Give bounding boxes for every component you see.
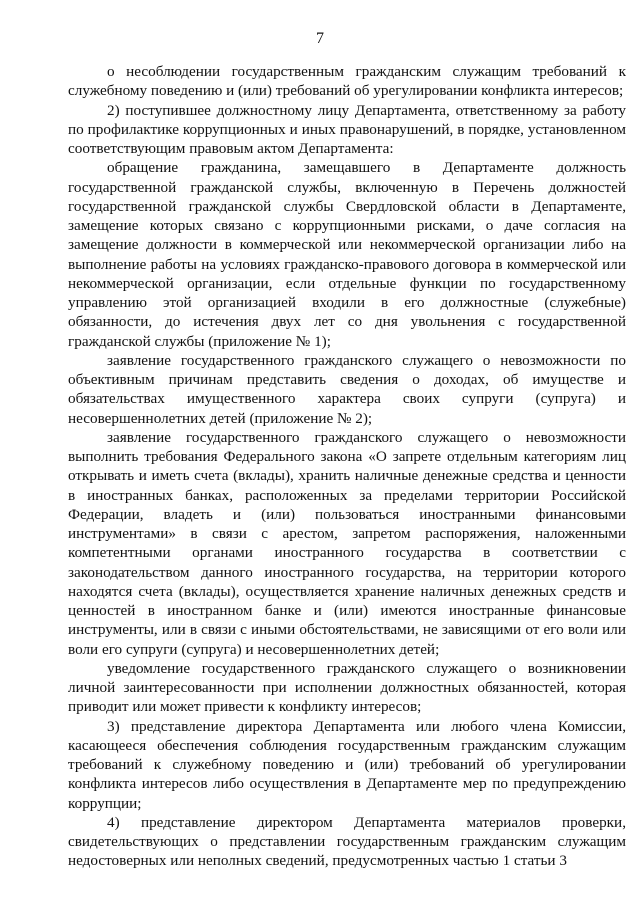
paragraph-foreign-accounts: заявление государственного гражданского служащего о невозможности выполнить требования Федерального закона «О запрете отдельным категориям лиц открывать и иметь счета (вклады), хранить наличные денежные средства и ценности в иностранных банках, расположенных за пределами территории Российской Федерации, владеть и (или) пользоваться иностранными финансовыми инструментами» в связи с арестом, запретом распоряжения, наложенными компетентными органами иностранного государства в соответствии с законодательством данного иностранного государства, на территории которого находятся счета (вклады), осуществляется хранение наличных денежных средств и ценностей в иностранном банке и (или) имеются иностранные финансовые инструменты, или в связи с иными обстоятельствами, не зависящими от его воли или воли его супруги (супруга) и несовершеннолетних детей; [68,428,626,658]
document-body [68,62,626,871]
page-number: 7 [316,30,324,47]
paragraph-item-3: 3) представление директора Департамента или любого члена Комиссии, касающееся обеспечения соблюдения государственным гражданским служащим требований к служебному поведению и (или) требований об урегулировании конфликта интересов либо осуществления в Департаменте мер по предупреждению коррупции; [68,717,626,812]
paragraph-item-2: 2) поступившее должностному лицу Департамента, ответственному за работу по профилактике коррупционных и иных правонарушений, в порядке, установленном соответствующим правовым актом Департамента: [68,101,626,157]
paragraph-non-compliance: о несоблюдении государственным гражданским служащим требований к служебному поведению и (или) требований об урегулировании конфликта интересов; [68,63,626,100]
paragraph-citizen-appeal: обращение гражданина, замещавшего в Департаменте должность государственной гражданской службы, включенную в Перечень должностей государственной гражданской службы Свердловской области в Департаменте, замещение которых связано с коррупционными рисками, о даче согласия на замещение должности в коммерческой или некоммерческой организации либо на выполнение работы на условиях гражданско-правового договора в коммерческой или некоммерческой организации, если отдельные функции по государственному управлению этой организацией входили в его должностные (служебные) обязанности, до истечения двух лет со дня увольнения с государственной гражданской службы (приложение № 1); [68,159,626,350]
paragraph-conflict-notice: уведомление государственного гражданского служащего о возникновении личной заинтересованности при исполнении должностных обязанностей, которая приводит или может привести к конфликту интересов; [68,659,626,716]
paragraph-item-4: 4) представление директором Департамента материалов проверки, свидетельствующих о представлении государственным гражданским служащим недостоверных или неполных сведений, предусмотренных частью 1 статьи 3 [68,813,626,870]
paragraph-income-statement: заявление государственного гражданского служащего о невозможности по объективным причинам представить сведения о доходах, об имуществе и обязательствах имущественного характера своих супруги (супруга) и несовершеннолетних детей (приложение № 2); [68,351,626,427]
